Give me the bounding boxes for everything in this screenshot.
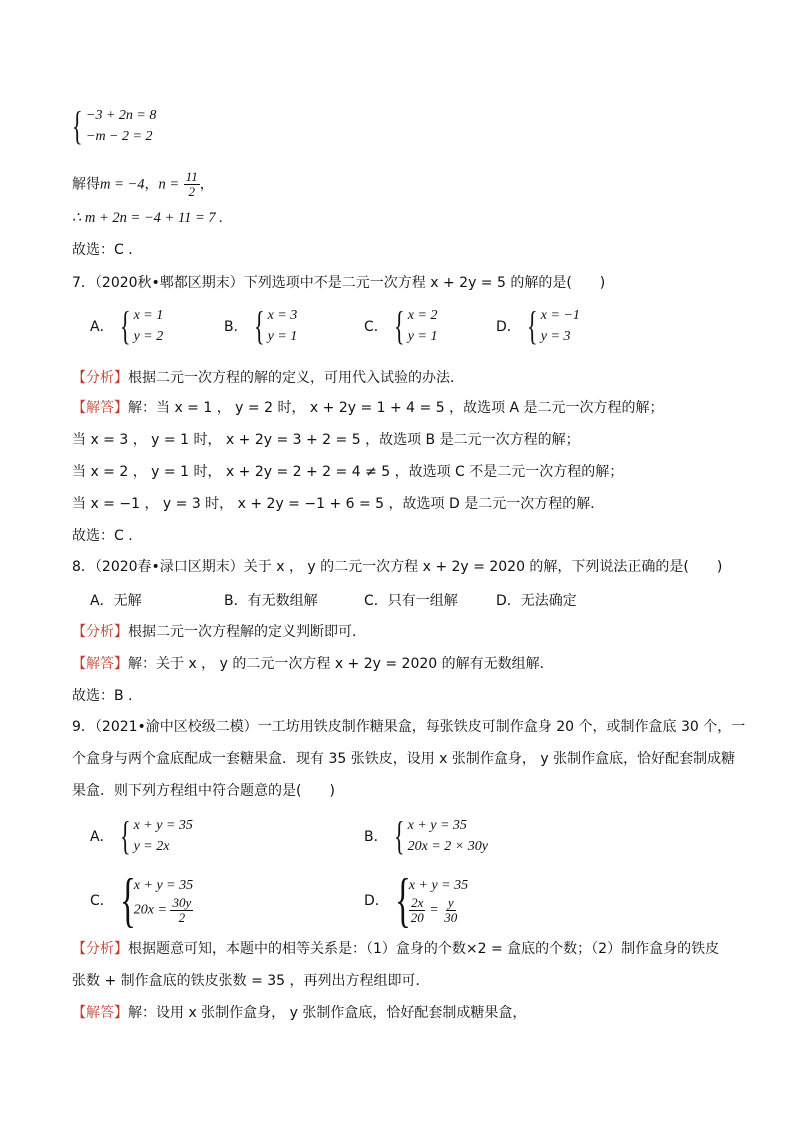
q7-option-c: C． { x = 2 y = 1 — [364, 303, 438, 348]
solve-line: 解得m = −4，n = $\frac{11}{2}$ ， — [72, 169, 214, 199]
question-7-stem: 7．（2020秋•郫都区期末）下列选项中不是二元一次方程 x + 2y = 5 的解的是( ) — [72, 275, 606, 291]
q7-answer-line: 当 x = 2 ， y = 1 时， x + 2y = 2 + 2 = 4 ≠ 5 ，故选项 C 不是二元一次方程的解； — [72, 464, 624, 480]
q7-option-a: A． { x = 1 y = 2 — [90, 303, 164, 348]
select-answer: 故选：C . — [72, 242, 133, 258]
q9-option-c: C． { x + y = 35 20x = $\frac{30y}{2}$ — [90, 867, 194, 933]
select-answer: 故选：C . — [72, 528, 133, 544]
question-8-stem: 8．（2020春•渌口区期末）关于 x ， y 的二元一次方程 x + 2y = 2020 的解，下列说法正确的是( ) — [72, 559, 723, 575]
q8-option-a: A．无解 — [90, 593, 142, 609]
q8-analysis: 【分析】根据二元一次方程解的定义判断即可． — [72, 624, 366, 640]
q8-option-b: B．有无数组解 — [224, 593, 318, 609]
q7-answer-line: 当 x = −1 ， y = 3 时， x + 2y = −1 + 6 = 5 ，故选项 D 是二元一次方程的解． — [72, 496, 605, 512]
question-9-stem: 9．（2021•渝中区校级二模）一工坊用铁皮制作糖果盒，每张铁皮可制作盒身 20 个，或制作盒底 30 个，一 — [72, 719, 746, 735]
q8-option-d: D．无法确定 — [496, 593, 577, 609]
q9-option-a: A． { x + y = 35 y = 2x — [90, 813, 193, 858]
select-answer: 故选：B . — [72, 688, 133, 704]
equation-row: −m − 2 = 2 — [86, 129, 153, 144]
q9-option-b: B． { x + y = 35 20x = 2 × 30y — [364, 813, 488, 858]
fraction: $\frac{11}{2}$ — [185, 169, 198, 199]
fraction: $\frac{30y}{2}$ — [172, 895, 192, 925]
q7-answer-line: 当 x = 3 ， y = 1 时， x + 2y = 3 + 2 = 5 ，故选项 B 是二元一次方程的解； — [72, 432, 580, 448]
q7-analysis: 【分析】根据二元一次方程的解的定义，可用代入试验的办法． — [72, 370, 464, 386]
q9-option-d: D． { x + y = 35 $\frac{2x}{20}$ = $\frac{y}{30}$ — [364, 867, 469, 933]
q9-analysis-line: 张数 + 制作盒底的铁皮张数 = 35 ，再列出方程组即可． — [72, 973, 430, 989]
question-9-stem: 果盒．则下列方程组中符合题意的是( ) — [72, 783, 335, 799]
q7-option-b: B． { x = 3 y = 1 — [224, 303, 298, 348]
brace: { — [72, 103, 83, 148]
therefore-line: ∴ m + 2n = −4 + 11 = 7 . — [72, 210, 223, 226]
q7-answer: 【解答】解：当 x = 1 ， y = 2 时， x + 2y = 1 + 4 = 5 ，故选项 A 是二元一次方程的解； — [72, 400, 664, 416]
q8-answer: 【解答】解：关于 x ， y 的二元一次方程 x + 2y = 2020 的解有无数组解． — [72, 656, 554, 672]
q9-answer: 【解答】解：设用 x 张制作盒身， y 张制作盒底，恰好配套制成糖果盒， — [72, 1005, 527, 1021]
q7-option-d: D． { x = −1 y = 3 — [496, 303, 580, 348]
question-9-stem: 个盒身与两个盒底配成一套糖果盒．现有 35 张铁皮，设用 x 张制作盒身， y 张制作盒底，恰好配套制成糖 — [72, 751, 736, 767]
equation-row: −3 + 2n = 8 — [86, 108, 157, 123]
fraction: $\frac{y}{30}$ — [444, 895, 458, 925]
q9-analysis: 【分析】根据题意可知，本题中的相等关系是：（1）盒身的个数×2 = 盒底的个数；（2）制作盒身的铁皮 — [72, 941, 720, 957]
q8-option-c: C．只有一组解 — [364, 593, 458, 609]
equation-system — [72, 105, 156, 147]
fraction: $\frac{2x}{20}$ — [410, 895, 424, 925]
